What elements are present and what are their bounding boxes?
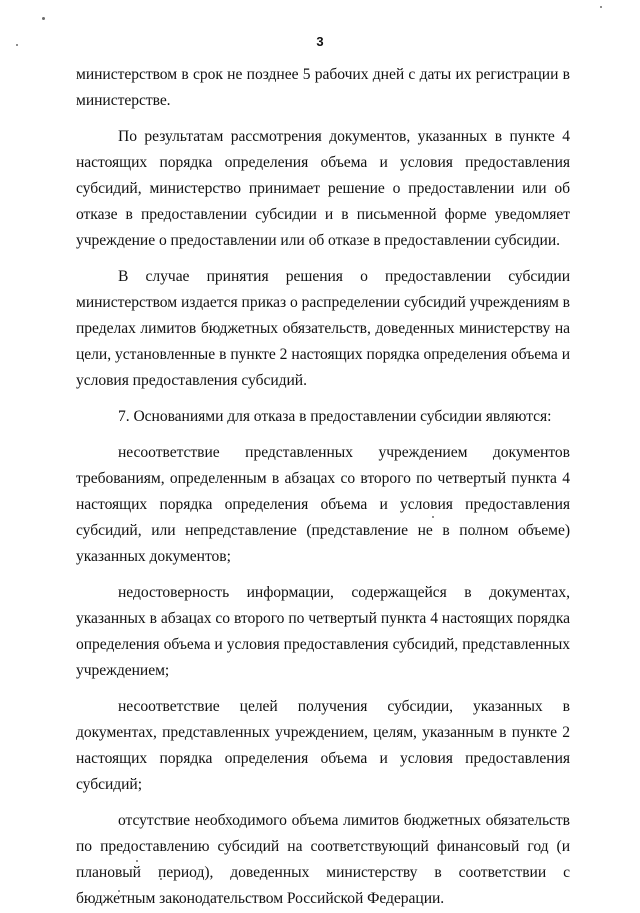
paragraph-ground-nonconformity: несоответствие представленных учреждением документов требованиям, определенным в абзацах со второго по четвертый пункта 4 настоящих порядка определения объема и условия предоставления субсидий, или непредставление (представление не в полном объеме) указанных документов; <box>76 444 570 565</box>
paragraph-ground-purpose-mismatch: несоответствие целей получения субсидии, указанных в документах, представленных учреждением, целям, указанным в пункте 2 настоящих порядка определения объема и условия предоставления субсидий; <box>76 698 570 793</box>
paragraph-ground-budget-limits: отсутствие необходимого объема лимитов бюджетных обязательств по предоставлению субсидий на соответствующий финансовый год (и плановый период), доведенных министерству в соответствии с бюджетным законодательством Российской Федерации. <box>76 812 570 907</box>
paragraph-order-issued: В случае принятия решения о предоставлении субсидии министерством издается приказ о распределении субсидий учреждениям в пределах лимитов бюджетных обязательств, доведенных министерству на цели, установленные в пункте 2 настоящих порядка определения объема и условия предоставления субсидий. <box>76 268 570 389</box>
document-body <box>76 62 570 913</box>
scan-speck <box>600 6 602 8</box>
paragraph-refusal-grounds-heading: 7. Основаниями для отказа в предоставлении субсидии являются: <box>118 408 552 425</box>
paragraph-review-results: По результатам рассмотрения документов, указанных в пункте 4 настоящих порядка определения объема и условия предоставления субсидий, министерство принимает решение о предоставлении или об отказе в предоставлении субсидии и в письменной форме уведомляет учреждение о предоставлении или об отказе в предоставлении субсидии. <box>76 128 570 249</box>
page-number: 3 <box>316 34 324 49</box>
paragraph-ground-unreliability: недостоверность информации, содержащейся в документах, указанных в абзацах со второго по четвертый пункта 4 настоящих порядка определения объема и условия предоставления субсидий, представленных учреждением; <box>76 584 570 679</box>
scan-speck <box>42 17 45 20</box>
paragraph-continuation: министерством в срок не позднее 5 рабочих дней с даты их регистрации в министерстве. <box>76 66 570 109</box>
